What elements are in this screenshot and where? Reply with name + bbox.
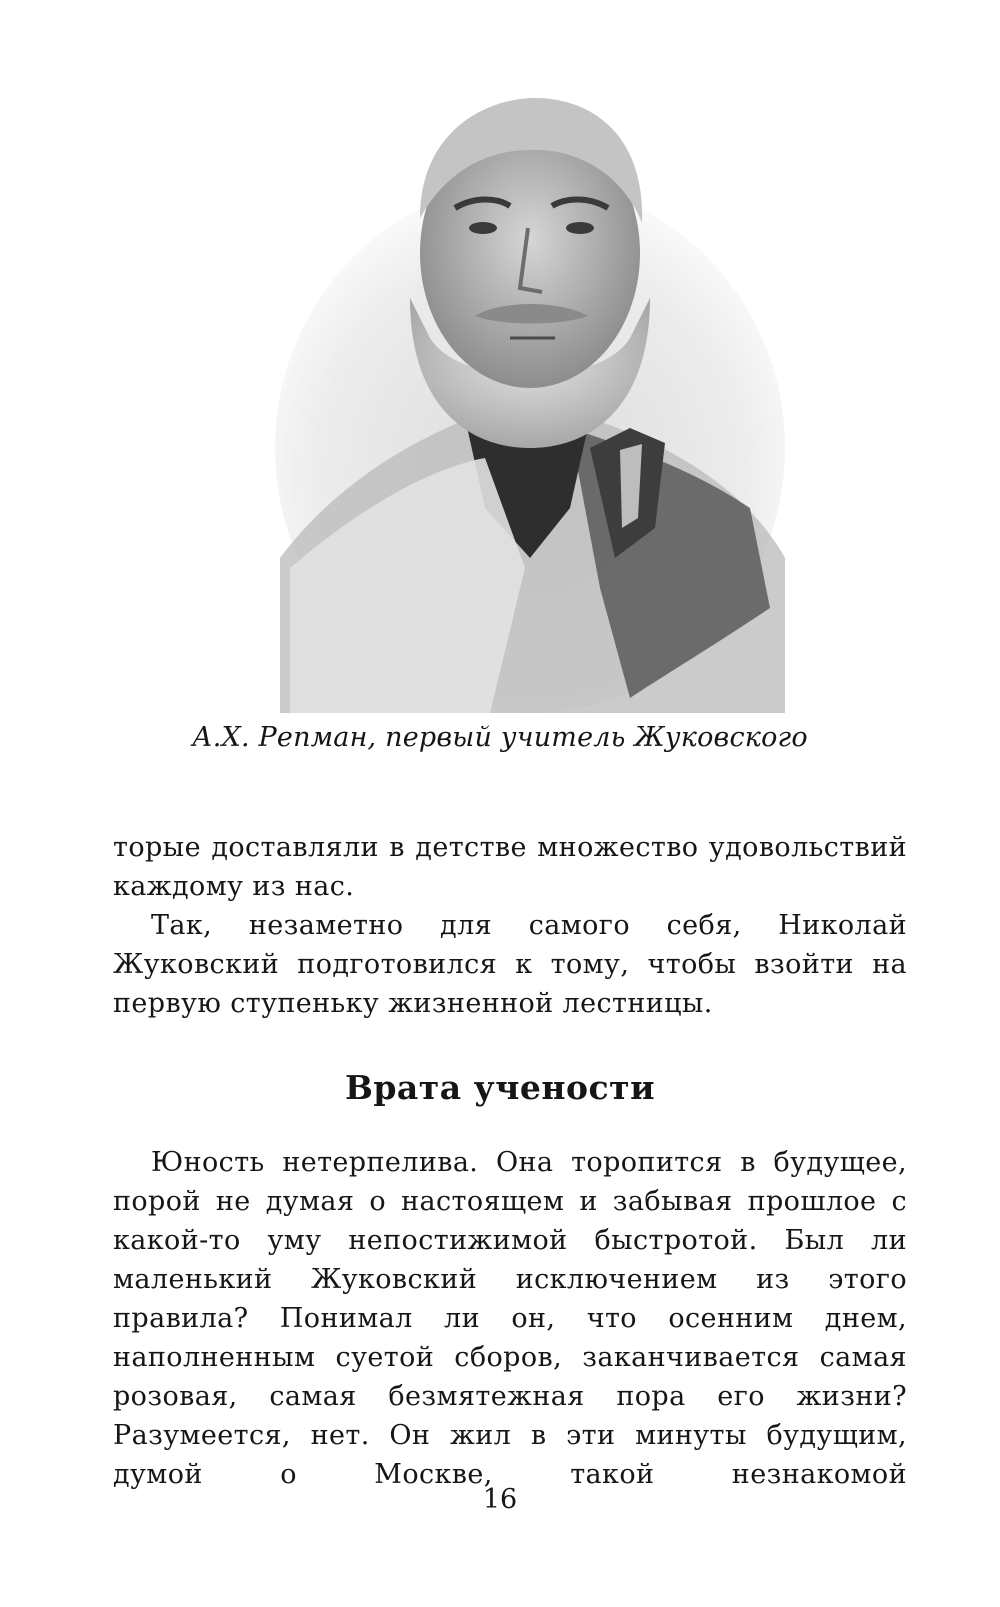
text-paragraph-3 bbox=[113, 1143, 907, 1494]
portrait-image bbox=[270, 88, 790, 713]
text-paragraph-1 bbox=[113, 828, 907, 906]
paragraph-text: Так, незаметно для самого себя, Николай Жуковский подготовился к тому, чтобы взойти на первую ступеньку жизненной лестницы. bbox=[113, 910, 907, 1019]
page-number: 16 bbox=[482, 1484, 518, 1515]
paragraph-text: Юность нетерпелива. Она торопится в будущее, порой не думая о настоящем и забывая прошлое с какой-то уму непостижимой быстротой. Был ли маленький Жуковский исключением из этого правила? Понимал ли он, что осенним днем, наполненным суетой сборов, заканчивается самая розовая, самая безмятежная пора его жизни? Разумеется, нет. Он жил в эти минуты будущим, думой о Москве, такой незнакомой bbox=[113, 1147, 907, 1490]
section-heading: Врата учености bbox=[344, 1068, 656, 1107]
paragraph-text: торые доставляли в детстве множество удовольствий каждому из нас. bbox=[113, 832, 907, 902]
portrait-caption: А.Х. Репман, первый учитель Жуковского bbox=[192, 722, 808, 753]
text-paragraph-2 bbox=[113, 906, 907, 1023]
